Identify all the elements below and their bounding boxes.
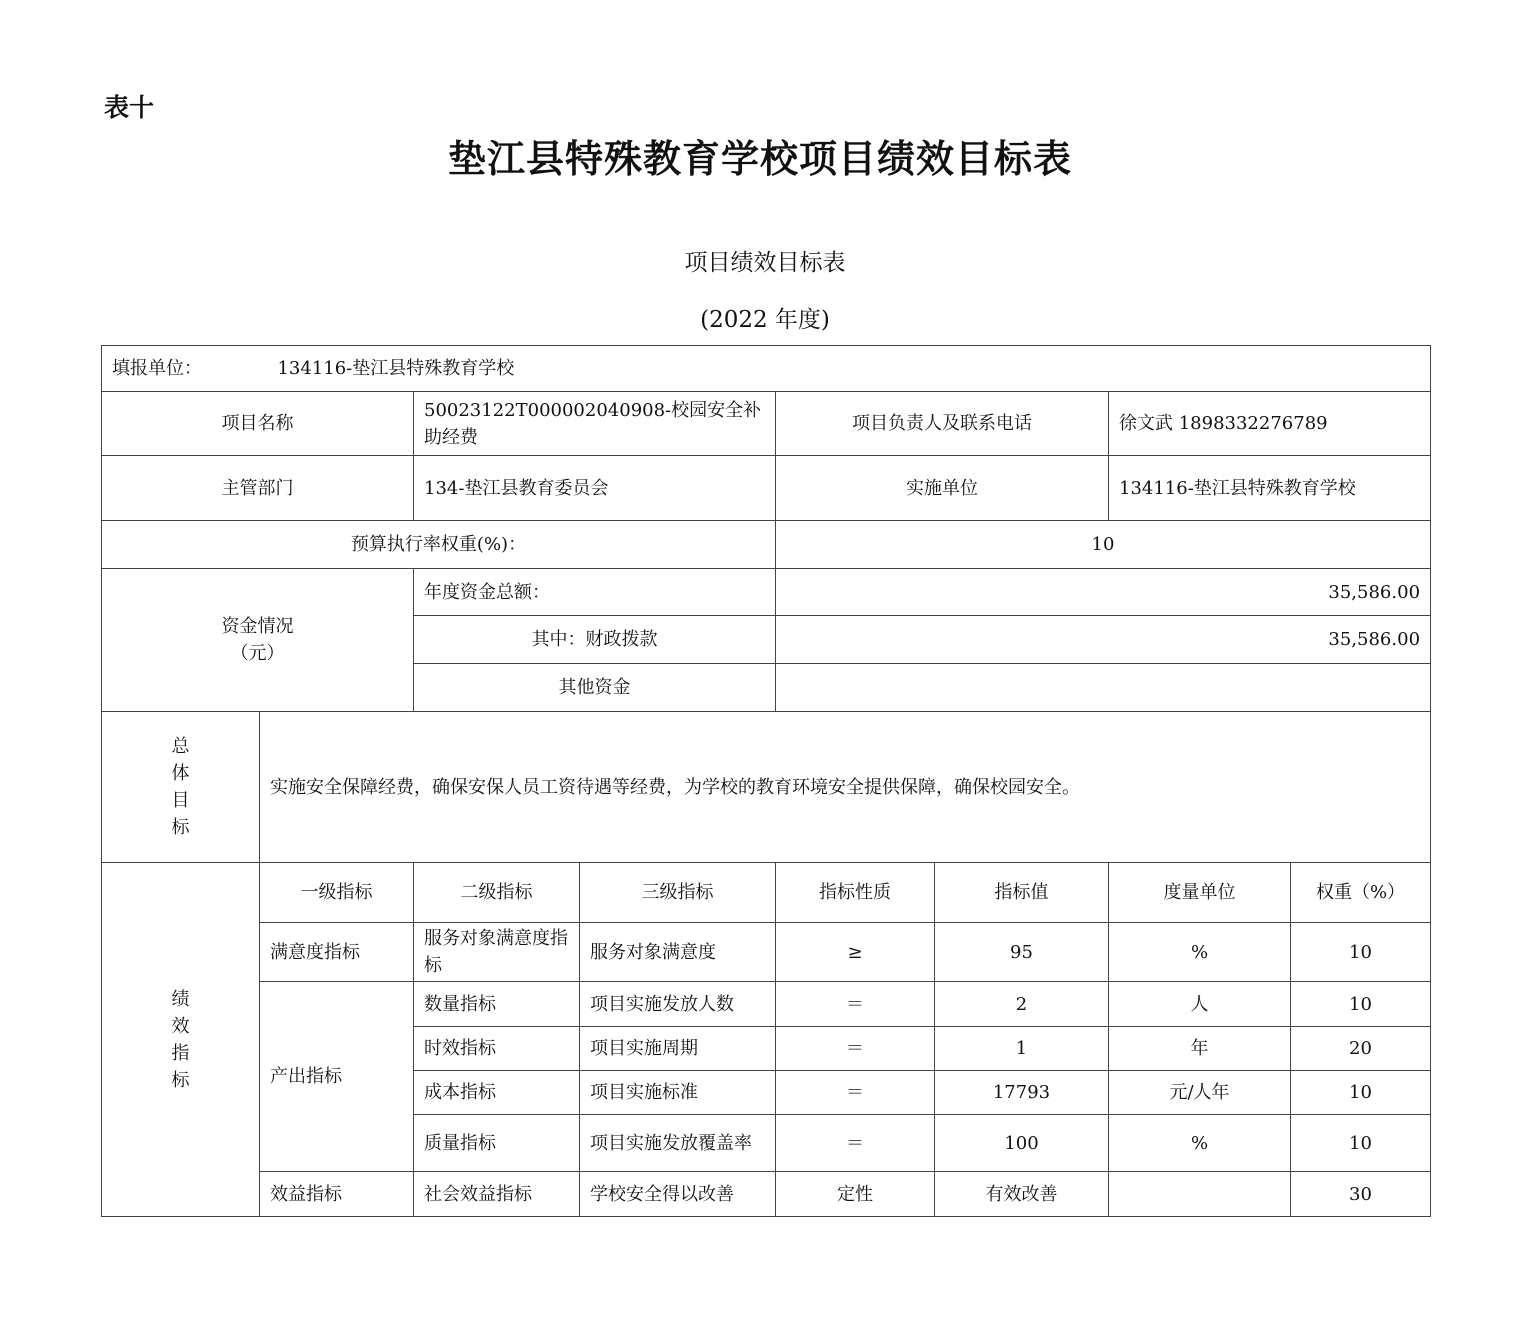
project-name-label: 项目名称 — [102, 392, 414, 456]
table-row — [102, 923, 1431, 982]
indicator-nature: ＝ — [776, 1115, 935, 1172]
budget-weight-row — [102, 521, 1431, 569]
indicator-value: 2 — [935, 982, 1109, 1027]
indicator-weight: 10 — [1291, 1071, 1431, 1115]
funds-label-cell — [102, 569, 414, 712]
level3-indicator: 服务对象满意度 — [580, 923, 776, 982]
level3-indicator: 项目实施周期 — [580, 1027, 776, 1071]
goal-char: 体 — [171, 763, 190, 784]
column-header: 度量单位 — [1109, 863, 1291, 923]
department-row — [102, 456, 1431, 521]
level3-indicator: 学校安全得以改善 — [580, 1172, 776, 1217]
table-number: 表十 — [104, 93, 155, 122]
fiscal-label: 其中：财政拨款 — [414, 616, 776, 664]
indicator-value: 100 — [935, 1115, 1109, 1172]
indicator-unit: 人 — [1109, 982, 1291, 1027]
year-label: (2022 年度) — [700, 307, 830, 333]
dept-label: 主管部门 — [102, 456, 414, 521]
perf-char: 绩 — [171, 988, 190, 1010]
table-row — [102, 1172, 1431, 1217]
annual-funds-row — [102, 569, 1431, 616]
level2-indicator: 数量指标 — [414, 982, 580, 1027]
indicator-weight: 20 — [1291, 1027, 1431, 1071]
annual-total-value: 35,586.00 — [776, 569, 1431, 616]
impl-unit-label: 实施单位 — [776, 456, 1109, 521]
column-header: 二级指标 — [414, 863, 580, 923]
level3-indicator: 项目实施标准 — [580, 1071, 776, 1115]
indicator-nature: ＝ — [776, 1071, 935, 1115]
project-name-row — [102, 392, 1431, 456]
annual-total-label: 年度资金总额： — [414, 569, 776, 616]
indicator-value: 有效改善 — [935, 1172, 1109, 1217]
level2-indicator: 服务对象满意度指标 — [414, 923, 580, 982]
indicator-value: 17793 — [935, 1071, 1109, 1115]
column-header: 三级指标 — [580, 863, 776, 923]
dept-value: 134-垫江县教育委员会 — [414, 456, 776, 521]
reporting-unit-value: 134116-垫江县特殊教育学校 — [277, 358, 515, 379]
level1-indicator: 满意度指标 — [260, 923, 414, 982]
indicator-nature: ≥ — [776, 923, 935, 982]
level1-indicator: 产出指标 — [260, 982, 414, 1172]
indicator-weight: 10 — [1291, 1115, 1431, 1172]
column-header: 一级指标 — [260, 863, 414, 923]
level2-indicator: 质量指标 — [414, 1115, 580, 1172]
indicator-value: 1 — [935, 1027, 1109, 1071]
reporting-unit-label: 填报单位： — [112, 358, 202, 379]
indicator-nature: ＝ — [776, 1027, 935, 1071]
column-header: 权重（%） — [1291, 863, 1431, 923]
budget-weight-label: 预算执行率权重(%)： — [102, 521, 776, 569]
goal-char: 总 — [171, 736, 190, 757]
indicator-weight: 10 — [1291, 923, 1431, 982]
level2-indicator: 社会效益指标 — [414, 1172, 580, 1217]
goal-char: 目 — [171, 790, 190, 811]
indicator-unit — [1109, 1172, 1291, 1217]
indicator-unit: 元/人年 — [1109, 1071, 1291, 1115]
indicator-unit: 年 — [1109, 1027, 1291, 1071]
fiscal-value: 35,586.00 — [776, 616, 1431, 664]
indicator-unit: % — [1109, 1115, 1291, 1172]
other-label: 其他资金 — [414, 664, 776, 712]
other-value — [776, 664, 1431, 712]
indicator-header-row — [102, 863, 1431, 923]
indicator-unit: % — [1109, 923, 1291, 982]
funds-unit: （元） — [230, 643, 285, 664]
budget-weight-value: 10 — [776, 521, 1431, 569]
funds-label: 资金情况 — [221, 616, 294, 637]
perf-char: 效 — [171, 1015, 190, 1037]
overall-goal-label — [102, 712, 260, 863]
table-subtitle: 项目绩效目标表 — [684, 250, 846, 276]
level2-indicator: 时效指标 — [414, 1027, 580, 1071]
column-header: 指标性质 — [776, 863, 935, 923]
contact-label: 项目负责人及联系电话 — [776, 392, 1109, 456]
overall-goal-text: 实施安全保障经费，确保安保人员工资待遇等经费，为学校的教育环境安全提供保障，确保校园安全。 — [260, 712, 1431, 863]
indicator-weight: 30 — [1291, 1172, 1431, 1217]
goal-char: 标 — [171, 817, 190, 838]
indicator-value: 95 — [935, 923, 1109, 982]
perf-char: 标 — [171, 1069, 190, 1091]
reporting-unit-row — [102, 346, 1431, 392]
level3-indicator: 项目实施发放覆盖率 — [580, 1115, 776, 1172]
overall-goal-row — [102, 712, 1431, 863]
contact-value: 徐文武 1898332276789 — [1109, 392, 1431, 456]
table-row — [102, 982, 1431, 1027]
performance-indicator-label — [102, 863, 260, 1217]
indicator-weight: 10 — [1291, 982, 1431, 1027]
impl-unit-value: 134116-垫江县特殊教育学校 — [1109, 456, 1431, 521]
level1-indicator: 效益指标 — [260, 1172, 414, 1217]
perf-char: 指 — [171, 1042, 190, 1064]
indicator-nature: 定性 — [776, 1172, 935, 1217]
level2-indicator: 成本指标 — [414, 1071, 580, 1115]
page-title: 垫江县特殊教育学校项目绩效目标表 — [447, 136, 1072, 181]
indicator-nature: ＝ — [776, 982, 935, 1027]
performance-target-table — [101, 345, 1431, 1217]
level3-indicator: 项目实施发放人数 — [580, 982, 776, 1027]
project-name-value: 50023122T000002040908-校园安全补助经费 — [414, 392, 776, 456]
column-header: 指标值 — [935, 863, 1109, 923]
reporting-unit-cell — [102, 346, 1431, 392]
